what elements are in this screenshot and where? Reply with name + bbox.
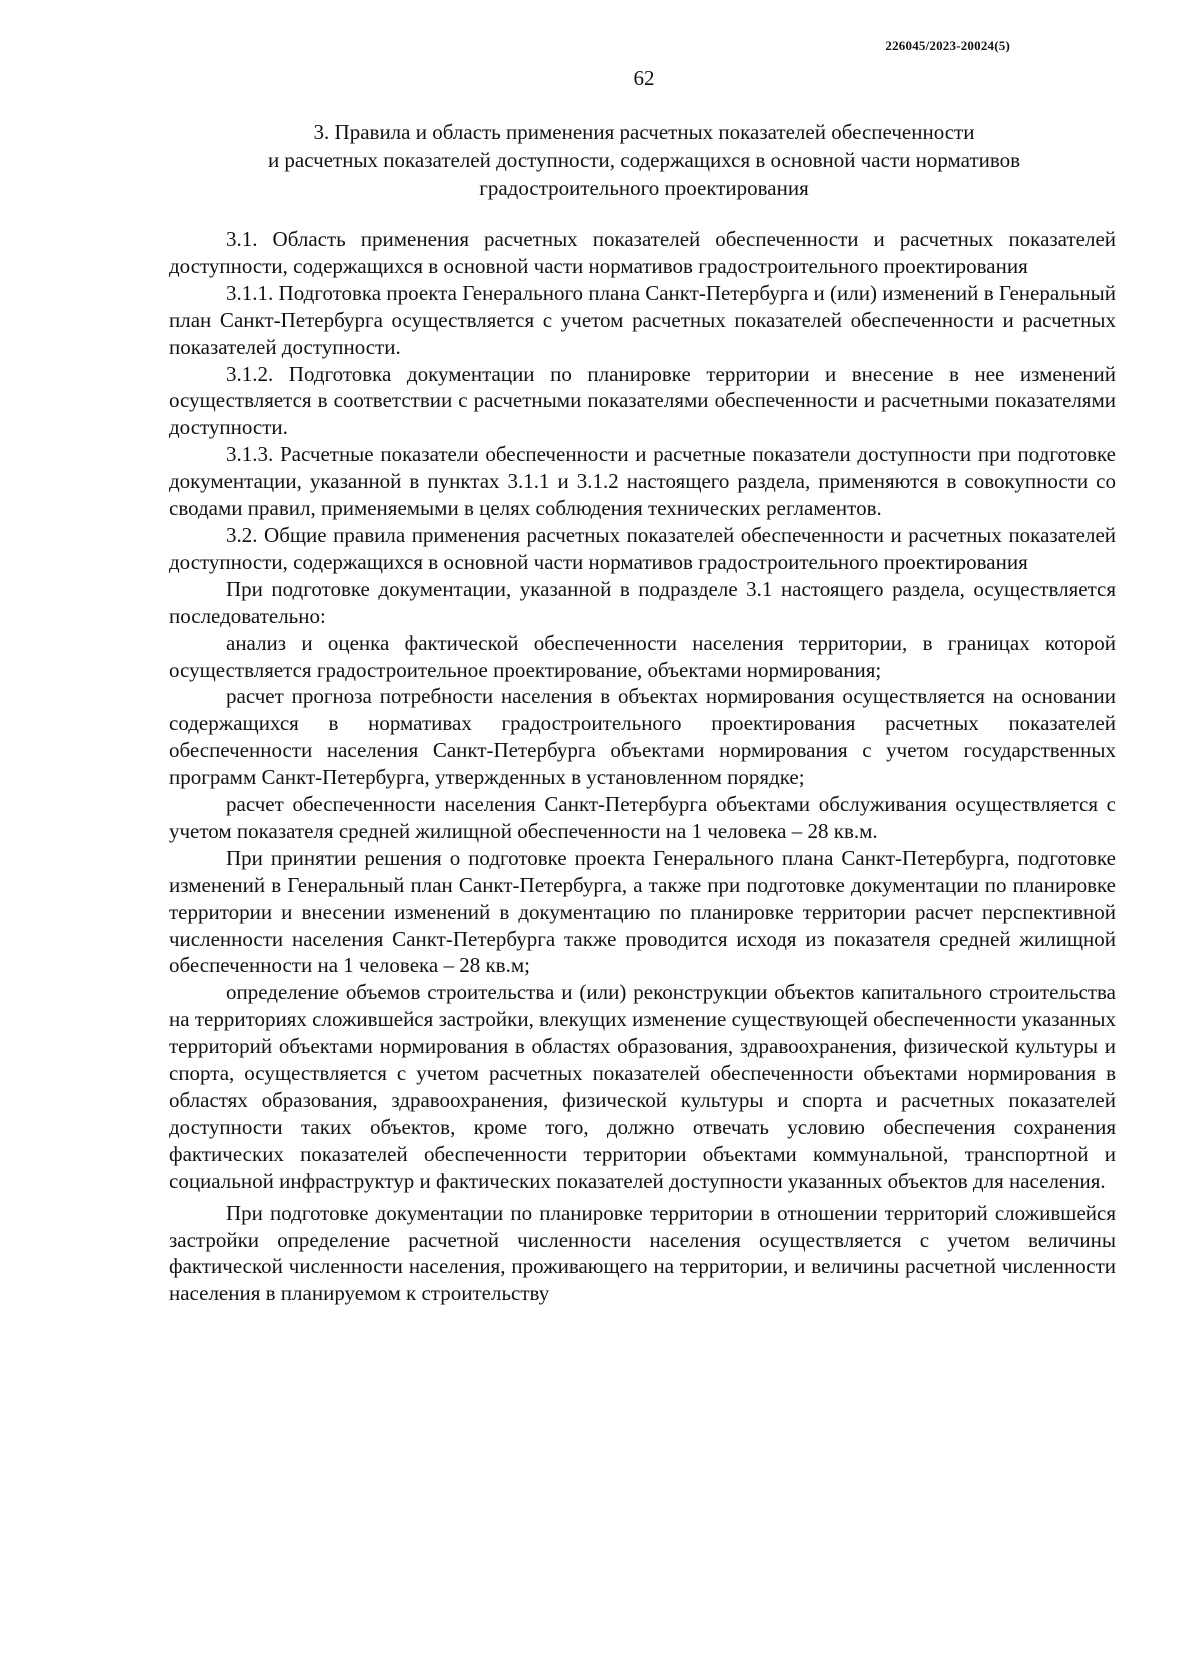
document-body [169, 226, 1116, 1307]
paragraph-3-1-1: 3.1.1. Подготовка проекта Генерального плана Санкт-Петербурга и (или) изменений в Генеральный план Санкт-Петербурга осуществляется с учетом расчетных показателей обеспеченности и расчетных показателей доступности. [169, 280, 1116, 359]
paragraph: расчет обеспеченности населения Санкт-Петербурга объектами обслуживания осуществляется с учетом показателя средней жилищной обеспеченности на 1 человека – 28 кв.м. [169, 792, 1116, 843]
section-heading [200, 118, 1088, 202]
heading-line: и расчетных показателей доступности, содержащихся в основной части нормативов [267, 148, 1021, 172]
heading-line: градостроительного проектирования [479, 176, 809, 200]
paragraph: При подготовке документации по планировке территории в отношении территорий сложившейся застройки определение расчетной численности населения осуществляется с учетом величины фактической численности населения, проживающего на территории, и величины расчетной численности населения в планируемом к строительству [169, 1200, 1116, 1306]
page-number: 62 [633, 66, 655, 90]
heading-line: 3. Правила и область применения расчетных показателей обеспеченности [313, 120, 975, 144]
document-id: 226045/2023-20024(5) [885, 38, 1010, 53]
paragraph-3-1: 3.1. Область применения расчетных показателей обеспеченности и расчетных показателей доступности, содержащихся в основной части нормативов градостроительного проектирования [169, 227, 1116, 278]
paragraph: расчет прогноза потребности населения в объектах нормирования осуществляется на основании содержащихся в нормативах градостроительного проектирования расчетных показателей обеспеченности населения Санкт-Петербурга объектами нормирования с учетом государственных программ Санкт-Петербурга, утвержденных в установленном порядке; [169, 684, 1116, 790]
paragraph: При принятии решения о подготовке проекта Генерального плана Санкт-Петербурга, подготовке изменений в Генеральный план Санкт-Петербурга, а также при подготовке документации по планировке территории и внесении изменений в документацию по планировке территории расчет перспективной численности населения Санкт-Петербурга также проводится исходя из показателя средней жилищной обеспеченности на 1 человека – 28 кв.м; [169, 845, 1116, 978]
paragraph-3-1-2: 3.1.2. Подготовка документации по планировке территории и внесение в нее изменений осуществляется в соответствии с расчетными показателями обеспеченности и расчетными показателями доступности. [169, 361, 1116, 440]
paragraph-3-1-3: 3.1.3. Расчетные показатели обеспеченности и расчетные показатели доступности при подготовке документации, указанной в пунктах 3.1.1 и 3.1.2 настоящего раздела, применяются в совокупности со сводами правил, применяемыми в целях соблюдения технических регламентов. [169, 442, 1116, 521]
paragraph-3-2: 3.2. Общие правила применения расчетных показателей обеспеченности и расчетных показателей доступности, содержащихся в основной части нормативов градостроительного проектирования [169, 522, 1116, 574]
paragraph: При подготовке документации, указанной в подразделе 3.1 настоящего раздела, осуществляется последовательно: [169, 576, 1116, 628]
paragraph: анализ и оценка фактической обеспеченности населения территории, в границах которой осуществляется градостроительное проектирование, объектами нормирования; [169, 630, 1116, 682]
paragraph: определение объемов строительства и (или) реконструкции объектов капитального строительства на территориях сложившейся застройки, влекущих изменение существующей обеспеченности указанных территорий объектами нормирования в областях образования, здравоохранения, физической культуры и спорта, осуществляется с учетом расчетных показателей обеспеченности объектами нормирования в областях образования, здравоохранения, физической культуры и спорта и расчетных показателей доступности таких объектов, кроме того, должно отвечать условию обеспечения сохранения фактических показателей обеспеченности территории объектами коммунальной, транспортной и социальной инфраструктур и фактических показателей доступности указанных объектов для населения. [169, 980, 1116, 1193]
